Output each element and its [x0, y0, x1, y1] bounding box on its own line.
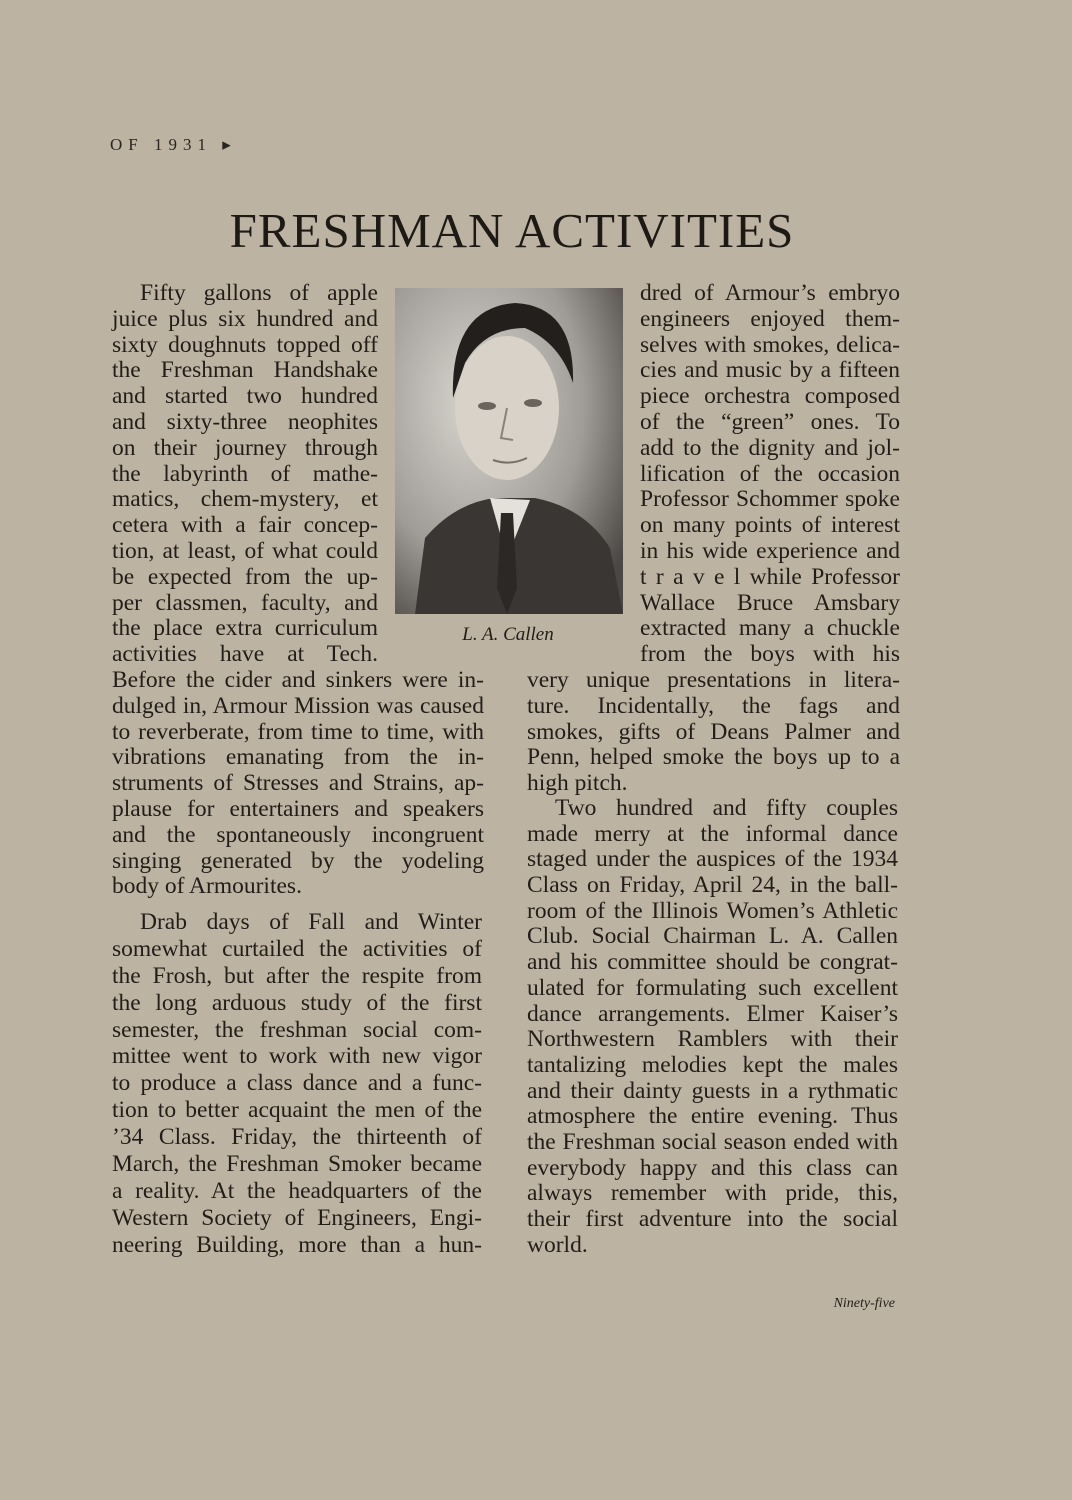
text-line: and sixty-three neophites: [112, 408, 378, 435]
text-line: the place extra curriculum: [112, 615, 378, 642]
text-line: extracted many a chuckle: [640, 615, 900, 642]
text-line: the Frosh, but after the respite from: [112, 962, 482, 989]
text-line: somewhat curtailed the activities of: [112, 935, 482, 962]
text-line: of the “green” ones. To: [640, 408, 900, 435]
text-line: dred of Armour’s embryo: [640, 280, 900, 306]
text-line: Professor Schommer spoke: [640, 486, 900, 513]
text-line: to produce a class dance and a func-: [112, 1070, 482, 1097]
text-line: always remember with pride, this,: [527, 1180, 898, 1207]
right-paragraph-2: [527, 796, 898, 1258]
text-line: activities have at Tech.: [112, 641, 378, 668]
text-line: staged under the auspices of the 1934: [527, 846, 898, 873]
text-line: Western Society of Engineers, Engi-: [112, 1204, 482, 1231]
text-line: Wallace Bruce Amsbary: [640, 589, 900, 616]
left-column-top: [112, 281, 378, 668]
text-line: made merry at the informal dance: [527, 820, 898, 847]
text-line: world.: [527, 1231, 588, 1258]
text-line: sixty doughnuts topped off: [112, 331, 378, 358]
left-paragraph-2: [112, 909, 482, 1259]
text-line: juice plus six hundred and: [112, 305, 378, 332]
text-line: to reverberate, from time to time, with: [112, 718, 484, 745]
page-number: Ninety-five: [833, 1296, 895, 1311]
left-column-wide: [112, 668, 484, 900]
text-line: struments of Stresses and Strains, ap-: [112, 770, 484, 797]
arrow-right-icon: ▸: [222, 135, 237, 154]
text-line: the labyrinth of mathe-: [112, 460, 378, 487]
photo-caption: L. A. Callen: [462, 624, 554, 645]
text-line: the long arduous study of the first: [112, 989, 482, 1016]
text-line: Club. Social Chairman L. A. Callen: [527, 923, 898, 950]
text-line: the Freshman social season ended with: [527, 1128, 898, 1155]
text-line: dulged in, Armour Mission was caused: [112, 692, 484, 719]
text-line: Before the cider and sinkers were in-: [112, 667, 484, 693]
text-line: cetera with a fair concep-: [112, 512, 378, 539]
text-line: smokes, gifts of Deans Palmer and: [527, 718, 900, 745]
text-line: selves with smokes, delica-: [640, 331, 900, 358]
text-line: matics, chem-mystery, et: [112, 486, 378, 513]
text-line: Penn, helped smoke the boys up to a: [527, 744, 900, 771]
text-line: ulated for formulating such excellent: [527, 974, 898, 1001]
text-line: engineers enjoyed them-: [640, 305, 900, 332]
text-line: dance arrangements. Elmer Kaiser’s: [527, 1000, 898, 1027]
page-title: FRESHMAN ACTIVITIES: [229, 203, 795, 258]
right-column-top: [640, 281, 900, 668]
text-line: and their dainty guests in a rythmatic: [527, 1077, 898, 1104]
text-line: per classmen, faculty, and: [112, 589, 378, 616]
text-line: the Freshman Handshake: [112, 357, 378, 384]
text-line: singing generated by the yodeling: [112, 847, 484, 874]
text-line: tion, at least, of what could: [112, 537, 378, 564]
text-line: and started two hundred: [112, 383, 378, 410]
text-line: March, the Freshman Smoker became: [112, 1151, 482, 1178]
text-line: cies and music by a fifteen: [640, 357, 900, 384]
text-line: very unique presentations in litera-: [527, 667, 900, 693]
text-line: from the boys with his: [640, 641, 900, 668]
portrait-photo: [395, 288, 623, 614]
text-line: Two hundred and fifty couples: [555, 795, 898, 821]
text-line: and the spontaneously incongruent: [112, 821, 484, 848]
text-line: high pitch.: [527, 770, 628, 797]
text-line: tantalizing melodies kept the males: [527, 1051, 898, 1078]
text-line: t r a v e l while Professor: [640, 563, 900, 590]
text-line: room of the Illinois Women’s Athletic: [527, 897, 898, 924]
text-line: plause for entertainers and speakers: [112, 795, 484, 822]
text-line: mittee went to work with new vigor: [112, 1043, 482, 1070]
text-line: tion to better acquaint the men of the: [112, 1097, 482, 1124]
running-head: OF 1931 ▸: [110, 135, 237, 154]
text-line: their first adventure into the social: [527, 1206, 898, 1232]
text-line: a reality. At the headquarters of the: [112, 1177, 482, 1204]
text-line: and his committee should be congrat-: [527, 949, 898, 976]
text-line: ’34 Class. Friday, the thirteenth of: [112, 1124, 482, 1151]
right-column-wide: [527, 668, 900, 797]
text-line: piece orchestra composed: [640, 383, 900, 410]
text-line: Fifty gallons of apple: [140, 280, 378, 306]
text-line: Northwestern Ramblers with their: [527, 1026, 898, 1053]
text-line: ture. Incidentally, the fags and: [527, 692, 900, 719]
text-line: body of Armourites.: [112, 873, 302, 900]
text-line: vibrations emanating from the in-: [112, 744, 484, 771]
text-line: in his wide experience and: [640, 537, 900, 564]
text-line: be expected from the up-: [112, 563, 378, 590]
text-line: add to the dignity and jol-: [640, 434, 900, 461]
text-line: on many points of interest: [640, 512, 900, 539]
text-line: neering Building, more than a hun-: [112, 1231, 482, 1258]
text-line: lification of the occasion: [640, 460, 900, 487]
text-line: on their journey through: [112, 434, 378, 461]
text-line: semester, the freshman social com-: [112, 1016, 482, 1043]
text-line: Class on Friday, April 24, in the ball-: [527, 872, 898, 899]
text-line: Drab days of Fall and Winter: [140, 909, 482, 935]
text-line: atmosphere the entire evening. Thus: [527, 1103, 898, 1130]
text-line: everybody happy and this class can: [527, 1154, 898, 1181]
